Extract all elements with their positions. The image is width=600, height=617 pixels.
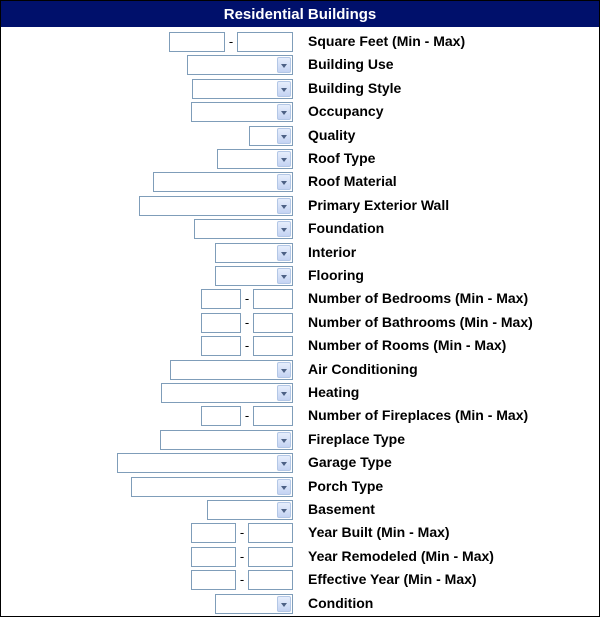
air-conditioning-label: Air Conditioning [308,361,418,377]
year-remodeled-label: Year Remodeled (Min - Max) [308,548,494,564]
chevron-down-icon[interactable] [277,57,291,73]
effective-year-label: Effective Year (Min - Max) [308,571,477,587]
building-use-control [187,54,293,75]
garage-type-select[interactable] [117,453,293,473]
field-row-building-use [1,54,599,75]
basement-select[interactable] [207,500,293,520]
flooring-label: Flooring [308,267,364,283]
building-style-select[interactable] [192,79,293,99]
field-row-number-of-bathrooms [1,312,599,333]
quality-label: Quality [308,127,356,143]
range-separator: - [239,572,245,587]
quality-select[interactable] [249,126,293,146]
chevron-down-icon[interactable] [277,174,291,190]
number-of-fireplaces-control [201,405,293,426]
building-use-select[interactable] [187,55,293,75]
number-of-fireplaces-min-input[interactable] [201,406,241,426]
square-feet-label: Square Feet (Min - Max) [308,33,466,49]
square-feet-control [169,31,293,52]
primary-exterior-wall-select[interactable] [139,196,293,216]
chevron-down-icon[interactable] [277,455,291,471]
range-separator: - [239,525,245,540]
field-row-quality [1,125,599,146]
year-built-min-input[interactable] [191,523,236,543]
heating-select[interactable] [161,383,293,403]
square-feet-max-input[interactable] [237,32,293,52]
number-of-rooms-label: Number of Rooms (Min - Max) [308,337,507,353]
building-style-label: Building Style [308,80,402,96]
roof-type-label: Roof Type [308,150,376,166]
year-built-label: Year Built (Min - Max) [308,524,450,540]
chevron-down-icon[interactable] [277,362,291,378]
garage-type-label: Garage Type [308,454,392,470]
number-of-bedrooms-label: Number of Bedrooms (Min - Max) [308,290,529,306]
roof-type-control [217,148,293,169]
chevron-down-icon[interactable] [277,128,291,144]
field-row-heating [1,382,599,403]
field-row-interior [1,242,599,263]
foundation-label: Foundation [308,220,385,236]
field-row-year-built [1,522,599,543]
field-row-porch-type [1,476,599,497]
effective-year-max-input[interactable] [248,570,293,590]
number-of-rooms-control [201,335,293,356]
air-conditioning-control [170,359,293,380]
number-of-bathrooms-control [201,312,293,333]
roof-material-control [153,171,293,192]
chevron-down-icon[interactable] [277,385,291,401]
porch-type-select[interactable] [131,477,293,497]
occupancy-select[interactable] [191,102,293,122]
chevron-down-icon[interactable] [277,432,291,448]
field-row-condition [1,593,599,614]
chevron-down-icon[interactable] [277,268,291,284]
interior-select[interactable] [215,243,293,263]
field-row-year-remodeled [1,546,599,567]
range-separator: - [239,549,245,564]
range-separator: - [244,291,250,306]
chevron-down-icon[interactable] [277,479,291,495]
flooring-select[interactable] [215,266,293,286]
number-of-bathrooms-label: Number of Bathrooms (Min - Max) [308,314,533,330]
year-remodeled-max-input[interactable] [248,547,293,567]
range-separator: - [244,315,250,330]
primary-exterior-wall-label: Primary Exterior Wall [308,197,450,213]
field-row-flooring [1,265,599,286]
porch-type-label: Porch Type [308,478,384,494]
effective-year-min-input[interactable] [191,570,236,590]
number-of-bedrooms-min-input[interactable] [201,289,241,309]
heating-label: Heating [308,384,360,400]
chevron-down-icon[interactable] [277,245,291,261]
foundation-select[interactable] [194,219,293,239]
building-style-control [192,78,293,99]
chevron-down-icon[interactable] [277,596,291,612]
flooring-control [215,265,293,286]
number-of-bathrooms-min-input[interactable] [201,313,241,333]
condition-select[interactable] [215,594,293,614]
porch-type-control [131,476,293,497]
field-row-garage-type [1,452,599,473]
field-row-number-of-rooms [1,335,599,356]
field-row-building-style [1,78,599,99]
number-of-bathrooms-max-input[interactable] [253,313,293,333]
field-row-basement [1,499,599,520]
range-separator: - [244,408,250,423]
occupancy-control [191,101,293,122]
field-row-fireplace-type [1,429,599,450]
field-row-roof-material [1,171,599,192]
field-row-number-of-fireplaces [1,405,599,426]
range-separator: - [244,338,250,353]
field-row-roof-type [1,148,599,169]
square-feet-min-input[interactable] [169,32,225,52]
number-of-fireplaces-max-input[interactable] [253,406,293,426]
field-row-number-of-bedrooms [1,288,599,309]
field-row-air-conditioning [1,359,599,380]
roof-material-select[interactable] [153,172,293,192]
primary-exterior-wall-control [139,195,293,216]
year-built-max-input[interactable] [248,523,293,543]
field-row-primary-exterior-wall [1,195,599,216]
chevron-down-icon[interactable] [277,104,291,120]
chevron-down-icon[interactable] [277,81,291,97]
number-of-bedrooms-max-input[interactable] [253,289,293,309]
roof-type-select[interactable] [217,149,293,169]
number-of-bedrooms-control [201,288,293,309]
roof-material-label: Roof Material [308,173,397,189]
number-of-rooms-min-input[interactable] [201,336,241,356]
basement-label: Basement [308,501,375,517]
chevron-down-icon[interactable] [277,221,291,237]
year-remodeled-min-input[interactable] [191,547,236,567]
field-row-square-feet [1,31,599,52]
foundation-control [194,218,293,239]
chevron-down-icon[interactable] [277,198,291,214]
building-use-label: Building Use [308,56,394,72]
garage-type-control [117,452,293,473]
quality-control [249,125,293,146]
field-row-effective-year [1,569,599,590]
effective-year-control [191,569,293,590]
chevron-down-icon[interactable] [277,151,291,167]
range-separator: - [228,34,234,49]
chevron-down-icon[interactable] [277,502,291,518]
fireplace-type-label: Fireplace Type [308,431,406,447]
basement-control [207,499,293,520]
field-row-foundation [1,218,599,239]
fireplace-type-control [160,429,293,450]
year-built-control [191,522,293,543]
panel-title: Residential Buildings [1,1,599,27]
occupancy-label: Occupancy [308,103,384,119]
interior-label: Interior [308,244,357,260]
condition-control [215,593,293,614]
field-row-occupancy [1,101,599,122]
number-of-rooms-max-input[interactable] [253,336,293,356]
year-remodeled-control [191,546,293,567]
condition-label: Condition [308,595,374,611]
number-of-fireplaces-label: Number of Fireplaces (Min - Max) [308,407,529,423]
air-conditioning-select[interactable] [170,360,293,380]
heating-control [161,382,293,403]
interior-control [215,242,293,263]
fireplace-type-select[interactable] [160,430,293,450]
